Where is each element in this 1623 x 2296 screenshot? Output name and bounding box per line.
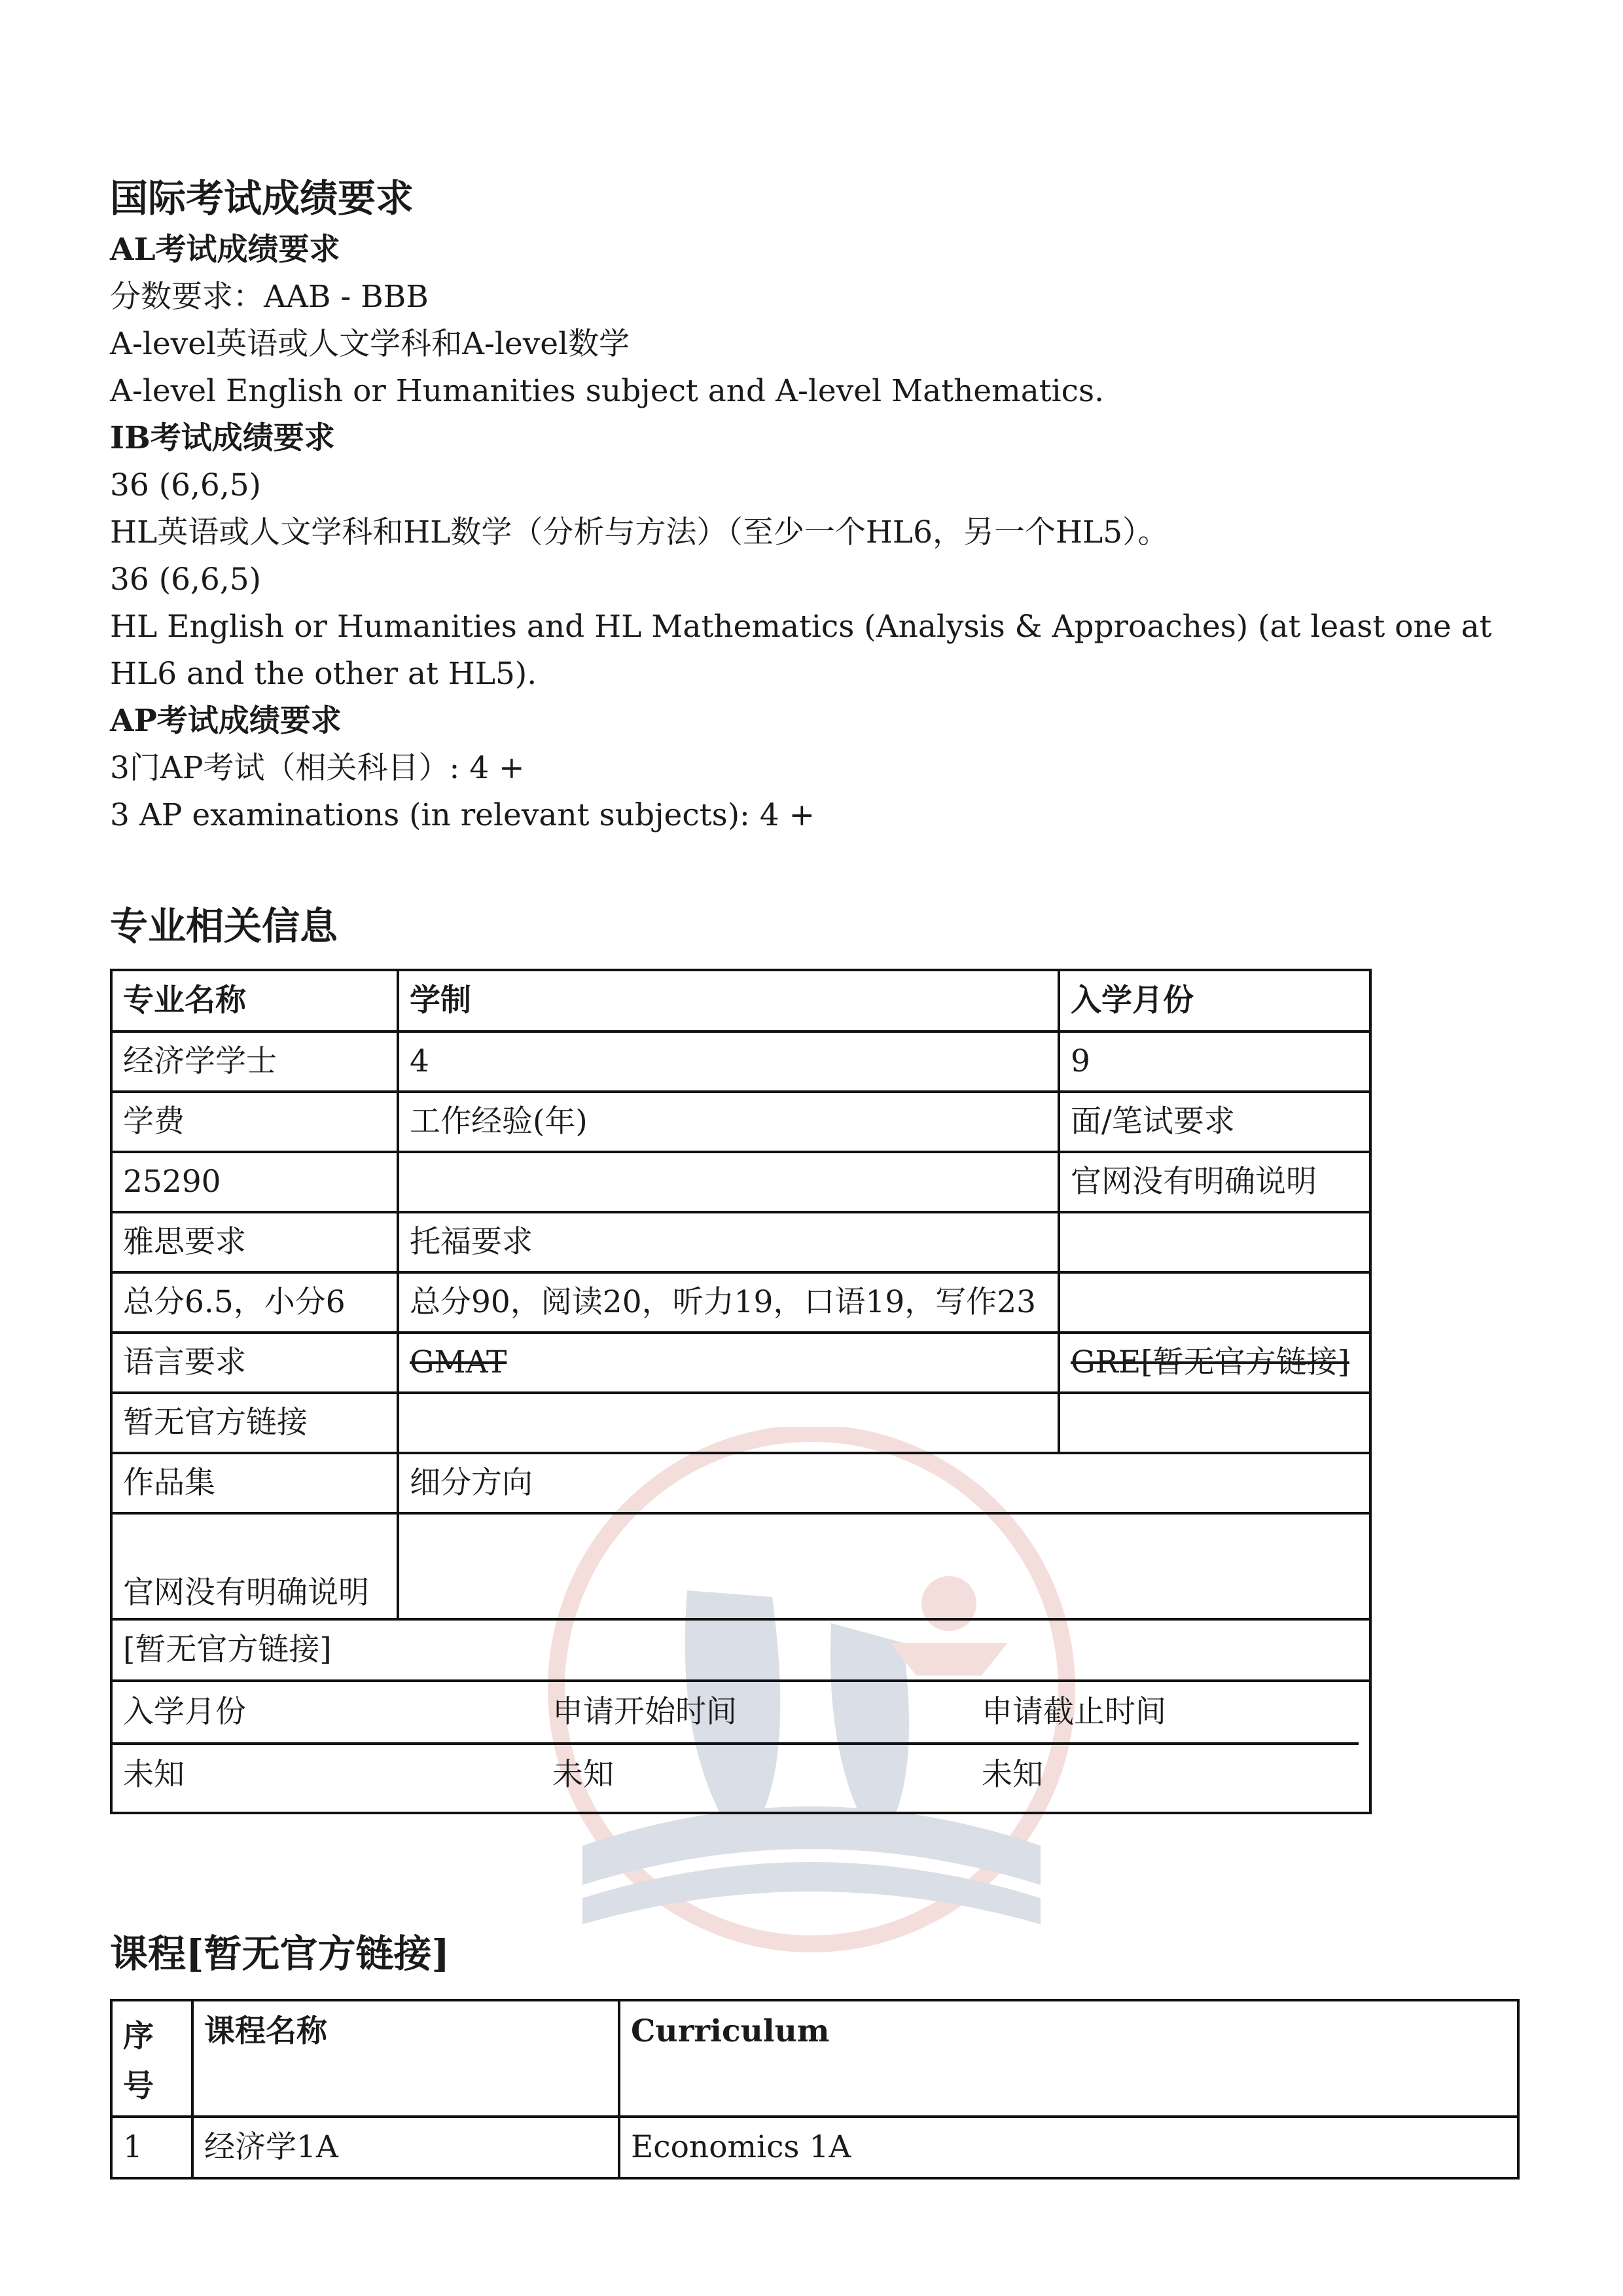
table-cell: 官网没有明确说明	[1059, 1152, 1370, 1212]
table-header-seq	[111, 2000, 192, 2117]
exam-requirements-title: 国际考试成绩要求	[110, 176, 414, 221]
program-info-title: 专业相关信息	[110, 904, 338, 948]
table-cell: 细分方向	[398, 1453, 1370, 1513]
timeline-row	[111, 1681, 1370, 1813]
table-row	[111, 1453, 1370, 1513]
courses-table	[110, 1999, 1520, 2179]
table-row	[111, 1212, 1370, 1272]
timeline-value: 未知	[552, 1757, 614, 1793]
header-seq-bottom: 号	[123, 2068, 154, 2104]
table-row	[111, 1619, 1370, 1681]
timeline-value: 未知	[123, 1757, 185, 1793]
table-cell: 总分6.5，小分6	[111, 1272, 398, 1333]
table-cell: 工作经验(年)	[398, 1092, 1059, 1152]
table-cell: 面/笔试要求	[1059, 1092, 1370, 1152]
table-cell: 官网没有明确说明	[111, 1513, 398, 1619]
ap-line-2: 3 AP examinations (in relevant subjects): 4 +	[110, 797, 815, 833]
courses-title: 课程[暂无官方链接]	[110, 1931, 450, 1976]
table-cell: 1	[111, 2117, 192, 2178]
table-cell: 托福要求	[398, 1212, 1059, 1272]
ib-heading: IB考试成绩要求	[110, 420, 335, 456]
program-info-table	[110, 969, 1372, 1814]
al-line-2: A-level英语或人文学科和A-level数学	[110, 326, 630, 362]
table-row	[111, 970, 1370, 1031]
ib-line-4: HL English or Humanities and HL Mathematics (Analysis & Approaches) (at least one at	[110, 609, 1492, 645]
table-row	[111, 1152, 1370, 1212]
table-cell: 专业名称	[111, 970, 398, 1031]
table-cell-gre: GRE[暂无官方链接]	[1059, 1333, 1370, 1393]
table-cell	[398, 1513, 1370, 1619]
header-seq-top: 序	[123, 2018, 154, 2054]
timeline-header: 入学月份	[123, 1694, 246, 1730]
table-row	[111, 1272, 1370, 1333]
table-cell: 作品集	[111, 1453, 398, 1513]
timeline-divider	[113, 1742, 1359, 1745]
al-heading: AL考试成绩要求	[110, 232, 340, 268]
table-cell: 暂无官方链接	[111, 1393, 398, 1453]
table-row	[111, 2117, 1518, 2178]
timeline-cell	[111, 1681, 1370, 1813]
table-cell-gmat: GMAT	[398, 1333, 1059, 1393]
timeline-header: 申请开始时间	[552, 1694, 737, 1730]
ib-line-5: HL6 and the other at HL5).	[110, 656, 537, 692]
table-cell: 入学月份	[1059, 970, 1370, 1031]
table-cell: Economics 1A	[619, 2117, 1518, 2178]
table-cell: 学费	[111, 1092, 398, 1152]
table-cell: 学制	[398, 970, 1059, 1031]
table-cell: 总分90，阅读20，听力19，口语19，写作23	[398, 1272, 1059, 1333]
table-row	[111, 1393, 1370, 1453]
table-cell: 经济学1A	[192, 2117, 619, 2178]
al-line-3: A-level English or Humanities subject and A-level Mathematics.	[110, 373, 1105, 409]
table-cell: [暂无官方链接]	[111, 1619, 1370, 1681]
table-cell: 雅思要求	[111, 1212, 398, 1272]
table-cell: 4	[398, 1031, 1059, 1092]
table-cell	[1059, 1212, 1370, 1272]
table-cell	[1059, 1272, 1370, 1333]
table-cell	[398, 1152, 1059, 1212]
table-cell: 经济学学士	[111, 1031, 398, 1092]
timeline-grid	[113, 1682, 1369, 1812]
table-header: Curriculum	[619, 2000, 1518, 2117]
ap-heading: AP考试成绩要求	[110, 703, 342, 739]
table-row	[111, 1031, 1370, 1092]
table-cell: 25290	[111, 1152, 398, 1212]
table-cell	[398, 1393, 1059, 1453]
ib-line-1: 36 (6,6,5)	[110, 467, 262, 503]
table-cell: 语言要求	[111, 1333, 398, 1393]
table-header: 课程名称	[192, 2000, 619, 2117]
al-line-1: 分数要求：AAB - BBB	[110, 279, 429, 315]
timeline-header: 申请截止时间	[982, 1694, 1166, 1730]
ib-line-3: 36 (6,6,5)	[110, 562, 262, 598]
timeline-value: 未知	[982, 1757, 1043, 1793]
table-row	[111, 2000, 1518, 2117]
table-row	[111, 1333, 1370, 1393]
ib-line-2: HL英语或人文学科和HL数学（分析与方法）（至少一个HL6，另一个HL5）。	[110, 514, 1169, 550]
table-row	[111, 1092, 1370, 1152]
table-cell	[1059, 1393, 1370, 1453]
ap-line-1: 3门AP考试（相关科目）: 4 +	[110, 750, 525, 786]
table-row	[111, 1513, 1370, 1619]
table-cell: 9	[1059, 1031, 1370, 1092]
